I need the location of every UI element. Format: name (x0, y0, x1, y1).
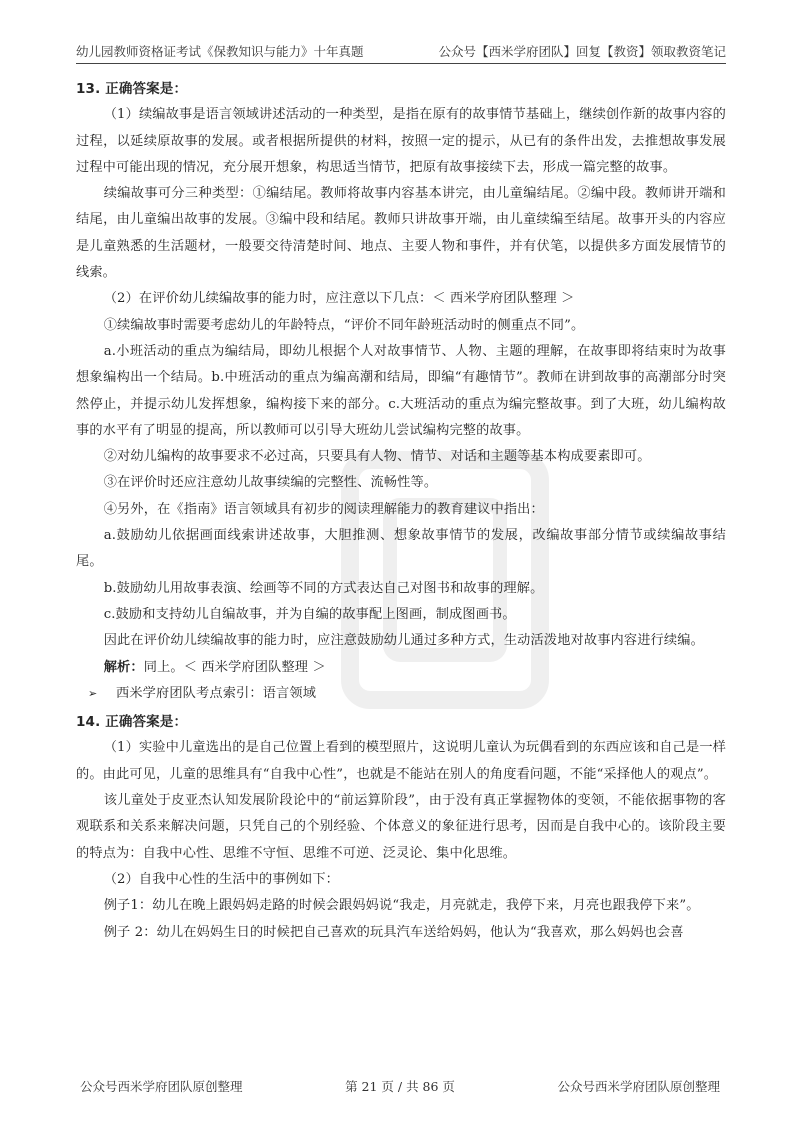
q13-paragraph-12: 因此在评价幼儿续编故事的能力时，应注意鼓励幼儿通过多种方式，生动活泼地对故事内容进行续编。 (103, 633, 704, 649)
q14-heading: 14. 正确答案是： (76, 714, 188, 731)
q13-paragraph-2: 续编故事可分三种类型：①编结尾。教师将故事内容基本讲完，由儿童编结尾。②编中段。教师讲开端和结尾，由儿童编出故事的发展。③编中段和结尾。教师只讲故事开端，由儿童续编至结尾。故事开头的内容应是儿童熟悉的生活题材，一般要交待清楚时间、地点、主要人物和事件，并有伏笔，以提供多方面发展情节的线索。 (76, 186, 726, 281)
q13-paragraph-11: c.鼓励和支持幼儿自编故事，并为自编的故事配上图画，制成图画书。 (103, 606, 516, 622)
analysis-label: 解析： (103, 659, 144, 675)
q13-paragraph-5: a.小班活动的重点为编结局，即幼儿根据个人对故事情节、人物、主题的理解，在故事即将结束时为故事想象编构出一个结局。b.中班活动的重点为编高潮和结局，即编“有趣情节”。教师在讲到故事的高潮部分时突然停止，并提示幼儿发挥想象，编构接下来的部分。c.大班活动的重点为编完整故事。到了大班，幼儿编构故事的水平有了明显的提高，所以教师可以引导大班幼儿尝试编构完整的故事。 (76, 343, 726, 438)
q13-paragraph-6: ②对幼儿编构的故事要求不必过高，只要具有人物、情节、对话和主题等基本构成要素即可。 (103, 449, 651, 465)
q14-paragraph-4: 例子1：幼儿在晚上跟妈妈走路的时候会跟妈妈说“我走，月亮就走，我停下来，月亮也跟我停下来”。 (103, 898, 700, 914)
page-footer (80, 1076, 720, 1096)
header-right-note: 公众号【西米学府团队】回复【教资】领取教资笔记 (438, 44, 726, 59)
q13-analysis (76, 655, 726, 681)
page-number: 第 21 页 / 共 86 页 (345, 1079, 455, 1094)
page-header (76, 41, 726, 61)
footer-left: 公众号西米学府团队原创整理 (80, 1079, 243, 1094)
q13-paragraph-9: a.鼓励幼儿依据画面线索讲述故事，大胆推测、想象故事情节的发展，改编故事部分情节或续编故事结尾。 (76, 528, 726, 570)
index-text: 西米学府团队考点索引：语言领域 (116, 685, 317, 701)
q13-heading: 13. 正确答案是： (76, 81, 188, 97)
q13-paragraph-10: b.鼓励幼儿用故事表演、绘画等不同的方式表达自己对图书和故事的理解。 (103, 580, 544, 596)
header-divider (76, 63, 726, 64)
analysis-text: 同上。＜ 西米学府团队整理 ＞ (143, 659, 326, 675)
arrow-bullet-icon: ➢ (88, 686, 98, 700)
q13-paragraph-3: （2）在评价幼儿续编故事的能力时，应注意以下几点：＜ 西米学府团队整理 ＞ (103, 291, 575, 307)
q14-paragraph-3: （2）自我中心性的生活中的事例如下： (103, 871, 339, 887)
q14-paragraph-1: （1）实验中儿童选出的是自己位置上看到的模型照片，这说明儿童认为玩偶看到的东西应该和自己是一样的。由此可见，儿童的思维具有“自我中心性”，也就是不能站在别人的角度看问题，不能“采择他人的观点”。 (76, 740, 726, 782)
q13-paragraph-4: ①续编故事时需要考虑幼儿的年龄特点，“评价不同年龄班活动时的侧重点不同”。 (103, 317, 585, 333)
q14-paragraph-2: 该儿童处于皮亚杰认知发展阶段论中的“前运算阶段”，由于没有真正掌握物体的变领，不能依据事物的客观联系和关系来解决问题，只凭自己的个别经验、个体意义的象征进行思考，因而是自我中心的。该阶段主要的特点为：自我中心性、思维不守恒、思维不可逆、泛灵论、集中化思维。 (76, 793, 726, 861)
q13-paragraph-1: （1）续编故事是语言领域讲述活动的一种类型，是指在原有的故事情节基础上，继续创作新的故事内容的过程，以延续原故事的发展。或者根据所提供的材料，按照一定的提示，从已有的条件出发，去推想故事发展过程中可能出现的情况，充分展开想象，构思适当情节，把原有故事接续下去，形成一篇完整的故事。 (76, 107, 726, 175)
q13-paragraph-7: ③在评价时还应注意幼儿故事续编的完整性、流畅性等。 (103, 475, 438, 491)
footer-right: 公众号西米学府团队原创整理 (557, 1079, 720, 1094)
q14-paragraph-5: 例子 2：幼儿在妈妈生日的时候把自己喜欢的玩具汽车送给妈妈，他认为“我喜欢，那么妈妈也会喜 (103, 924, 684, 940)
q13-index (76, 681, 726, 707)
header-left-title: 幼儿园教师资格证考试《保教知识与能力》十年真题 (76, 44, 364, 59)
answer-content (76, 74, 726, 946)
q13-paragraph-8: ④另外，在《指南》语言领域具有初步的阅读理解能力的教育建议中指出： (103, 501, 544, 517)
